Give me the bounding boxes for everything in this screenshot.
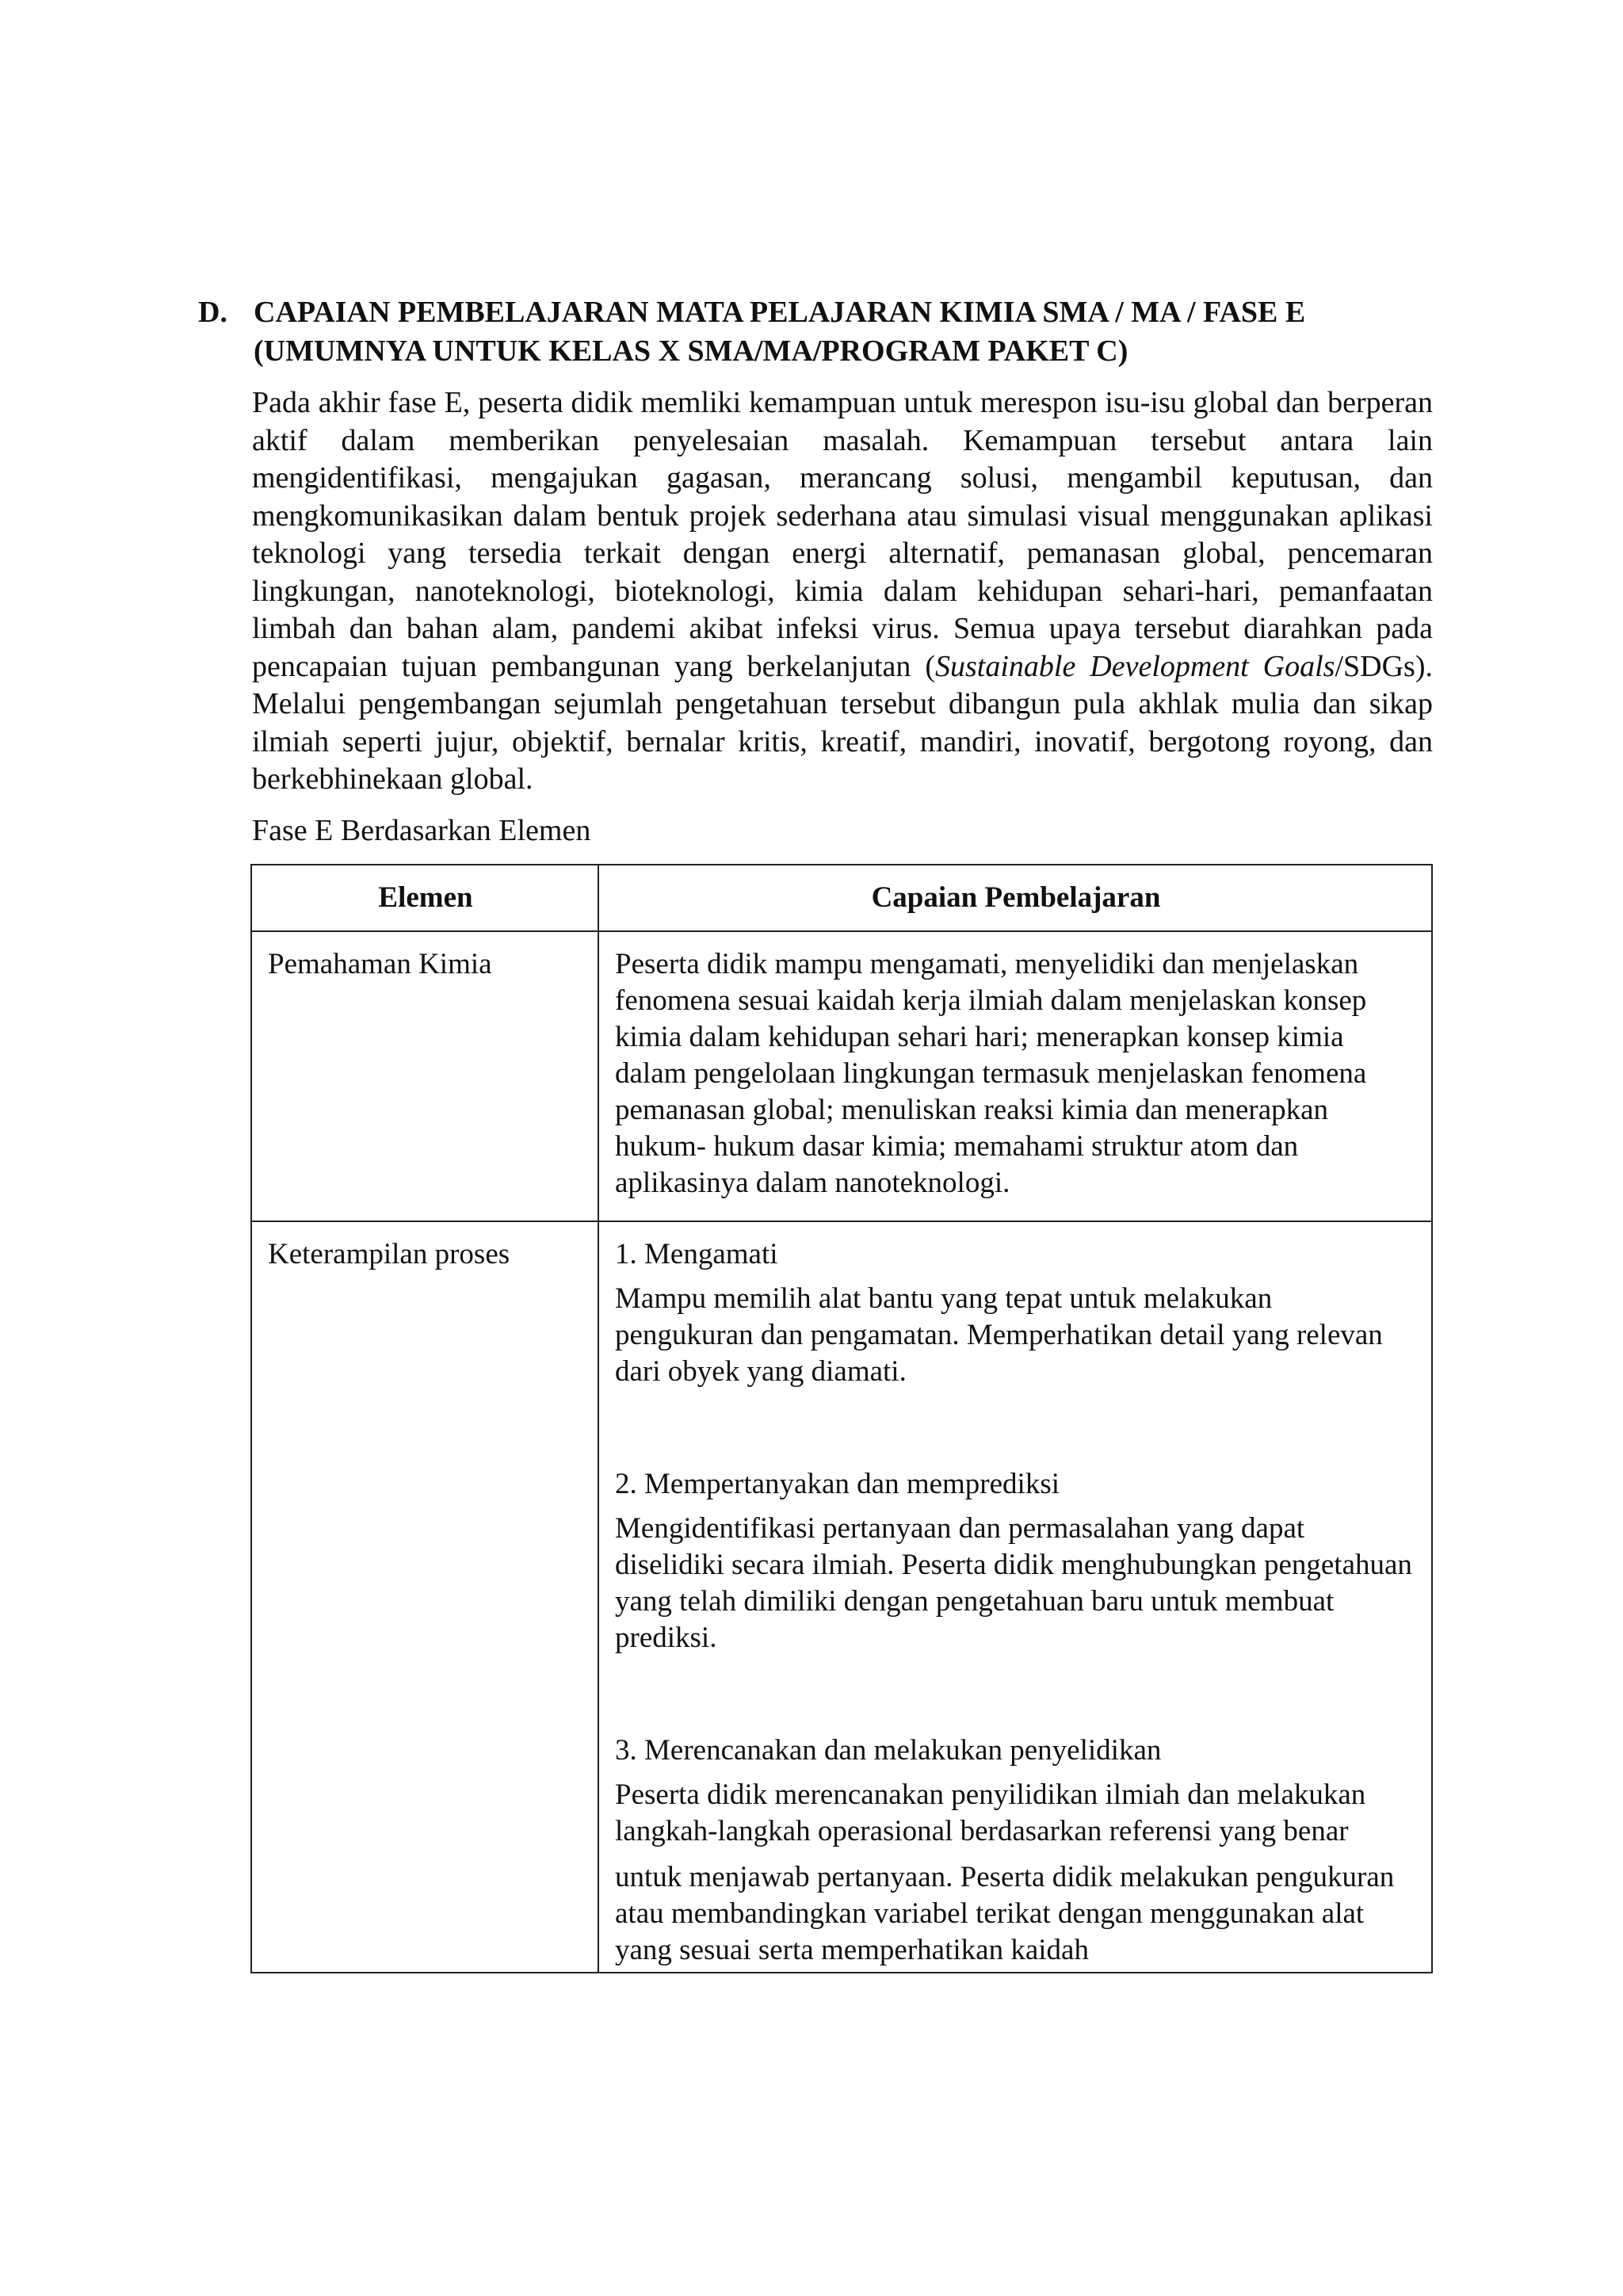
skill-title: 1. Mengamati bbox=[615, 1238, 778, 1270]
row-outcome-keterampilan-proses bbox=[598, 1221, 1432, 1973]
row-element-keterampilan-proses: Keterampilan proses bbox=[251, 1221, 598, 1973]
skill-title: 2. Mempertanyakan dan memprediksi bbox=[615, 1468, 1060, 1500]
skill-body: Peserta didik merencanakan penyilidikan ilmiah dan melakukan langkah-langkah operasional berdasarkan referensi yang benar bbox=[615, 1778, 1366, 1847]
row-outcome-pemahaman-kimia bbox=[598, 931, 1432, 1221]
intro-text-2: /SDGs). Melalui pengembangan sejumlah pengetahuan tersebut dibangun pula akhlak mulia dan sikap ilmiah seperti jujur, objektif, bernalar kritis, kreatif, mandiri, inovatif, bergotong royong, dan berkebhinekaan global. bbox=[252, 649, 1433, 796]
row-element-pemahaman-kimia: Pemahaman Kimia bbox=[251, 931, 598, 1221]
skill-item-mengamati bbox=[615, 1236, 1417, 1390]
intro-paragraph bbox=[252, 384, 1433, 799]
intro-italic-sdgs: Sustainable Development Goals bbox=[935, 649, 1335, 683]
skill-item-merencanakan bbox=[615, 1733, 1417, 1969]
section-title bbox=[254, 293, 1442, 371]
skill-title: 3. Merencanakan dan melakukan penyelidikan bbox=[615, 1734, 1162, 1767]
table-row bbox=[251, 931, 1432, 1221]
skill-body: Mampu memilih alat bantu yang tepat untuk melakukan pengukuran dan pengamatan. Memperhatikan detail yang relevan dari obyek yang diamati. bbox=[615, 1282, 1383, 1388]
skill-body-continuation: untuk menjawab pertanyaan. Peserta didik melakukan pengukuran atau membandingkan variabel terikat dengan menggunakan alat yang sesuai serta memperhatikan kaidah bbox=[615, 1861, 1395, 1966]
skill-item-mempertanyakan bbox=[615, 1466, 1417, 1656]
section-title-line-1: CAPAIAN PEMBELAJARAN MATA PELAJARAN KIMIA SMA / MA / FASE E bbox=[254, 296, 1306, 329]
table-header-row bbox=[251, 865, 1432, 931]
outcome-text: Peserta didik mampu mengamati, menyelidiki dan menjelaskan fenomena sesuai kaidah kerja ilmiah dalam menjelaskan konsep kimia dalam kehidupan sehari hari; menerapkan konsep kimia dalam pengelolaan lingkungan termasuk menjelaskan fenomena pemanasan global; menuliskan reaksi kimia dan menerapkan hukum- hukum dasar kimia; memahami struktur atom dan aplikasinya dalam nanoteknologi. bbox=[615, 948, 1367, 1199]
section-title-line-2: (UMUMNYA UNTUK KELAS X SMA/MA/PROGRAM PAKET C) bbox=[254, 334, 1128, 368]
section-letter: D. bbox=[198, 296, 227, 329]
table-caption: Fase E Berdasarkan Elemen bbox=[252, 814, 591, 847]
header-capaian: Capaian Pembelajaran bbox=[598, 865, 1432, 931]
header-elemen: Elemen bbox=[251, 865, 598, 931]
table-row bbox=[251, 1221, 1432, 1973]
skill-body: Mengidentifikasi pertanyaan dan permasalahan yang dapat diselidiki secara ilmiah. Peserta didik menghubungkan pengetahuan yang telah dimiliki dengan pengetahuan baru untuk membuat prediksi. bbox=[615, 1512, 1412, 1654]
learning-outcomes-table bbox=[250, 864, 1433, 1973]
intro-text-1: Pada akhir fase E, peserta didik memliki kemampuan untuk merespon isu-isu global dan berperan aktif dalam memberikan penyelesaian masalah. Kemampuan tersebut antara lain mengidentifikasi, mengajukan gagasan, merancang solusi, mengambil keputusan, dan mengkomunikasikan dalam bentuk projek sederhana atau simulasi visual menggunakan aplikasi teknologi yang tersedia terkait dengan energi alternatif, pemanasan global, pencemaran lingkungan, nanoteknologi, bioteknologi, kimia dalam kehidupan sehari-hari, pemanfaatan limbah dan bahan alam, pandemi akibat infeksi virus. Semua upaya tersebut diarahkan pada pencapaian tujuan pembangunan yang berkelanjutan ( bbox=[252, 386, 1433, 683]
